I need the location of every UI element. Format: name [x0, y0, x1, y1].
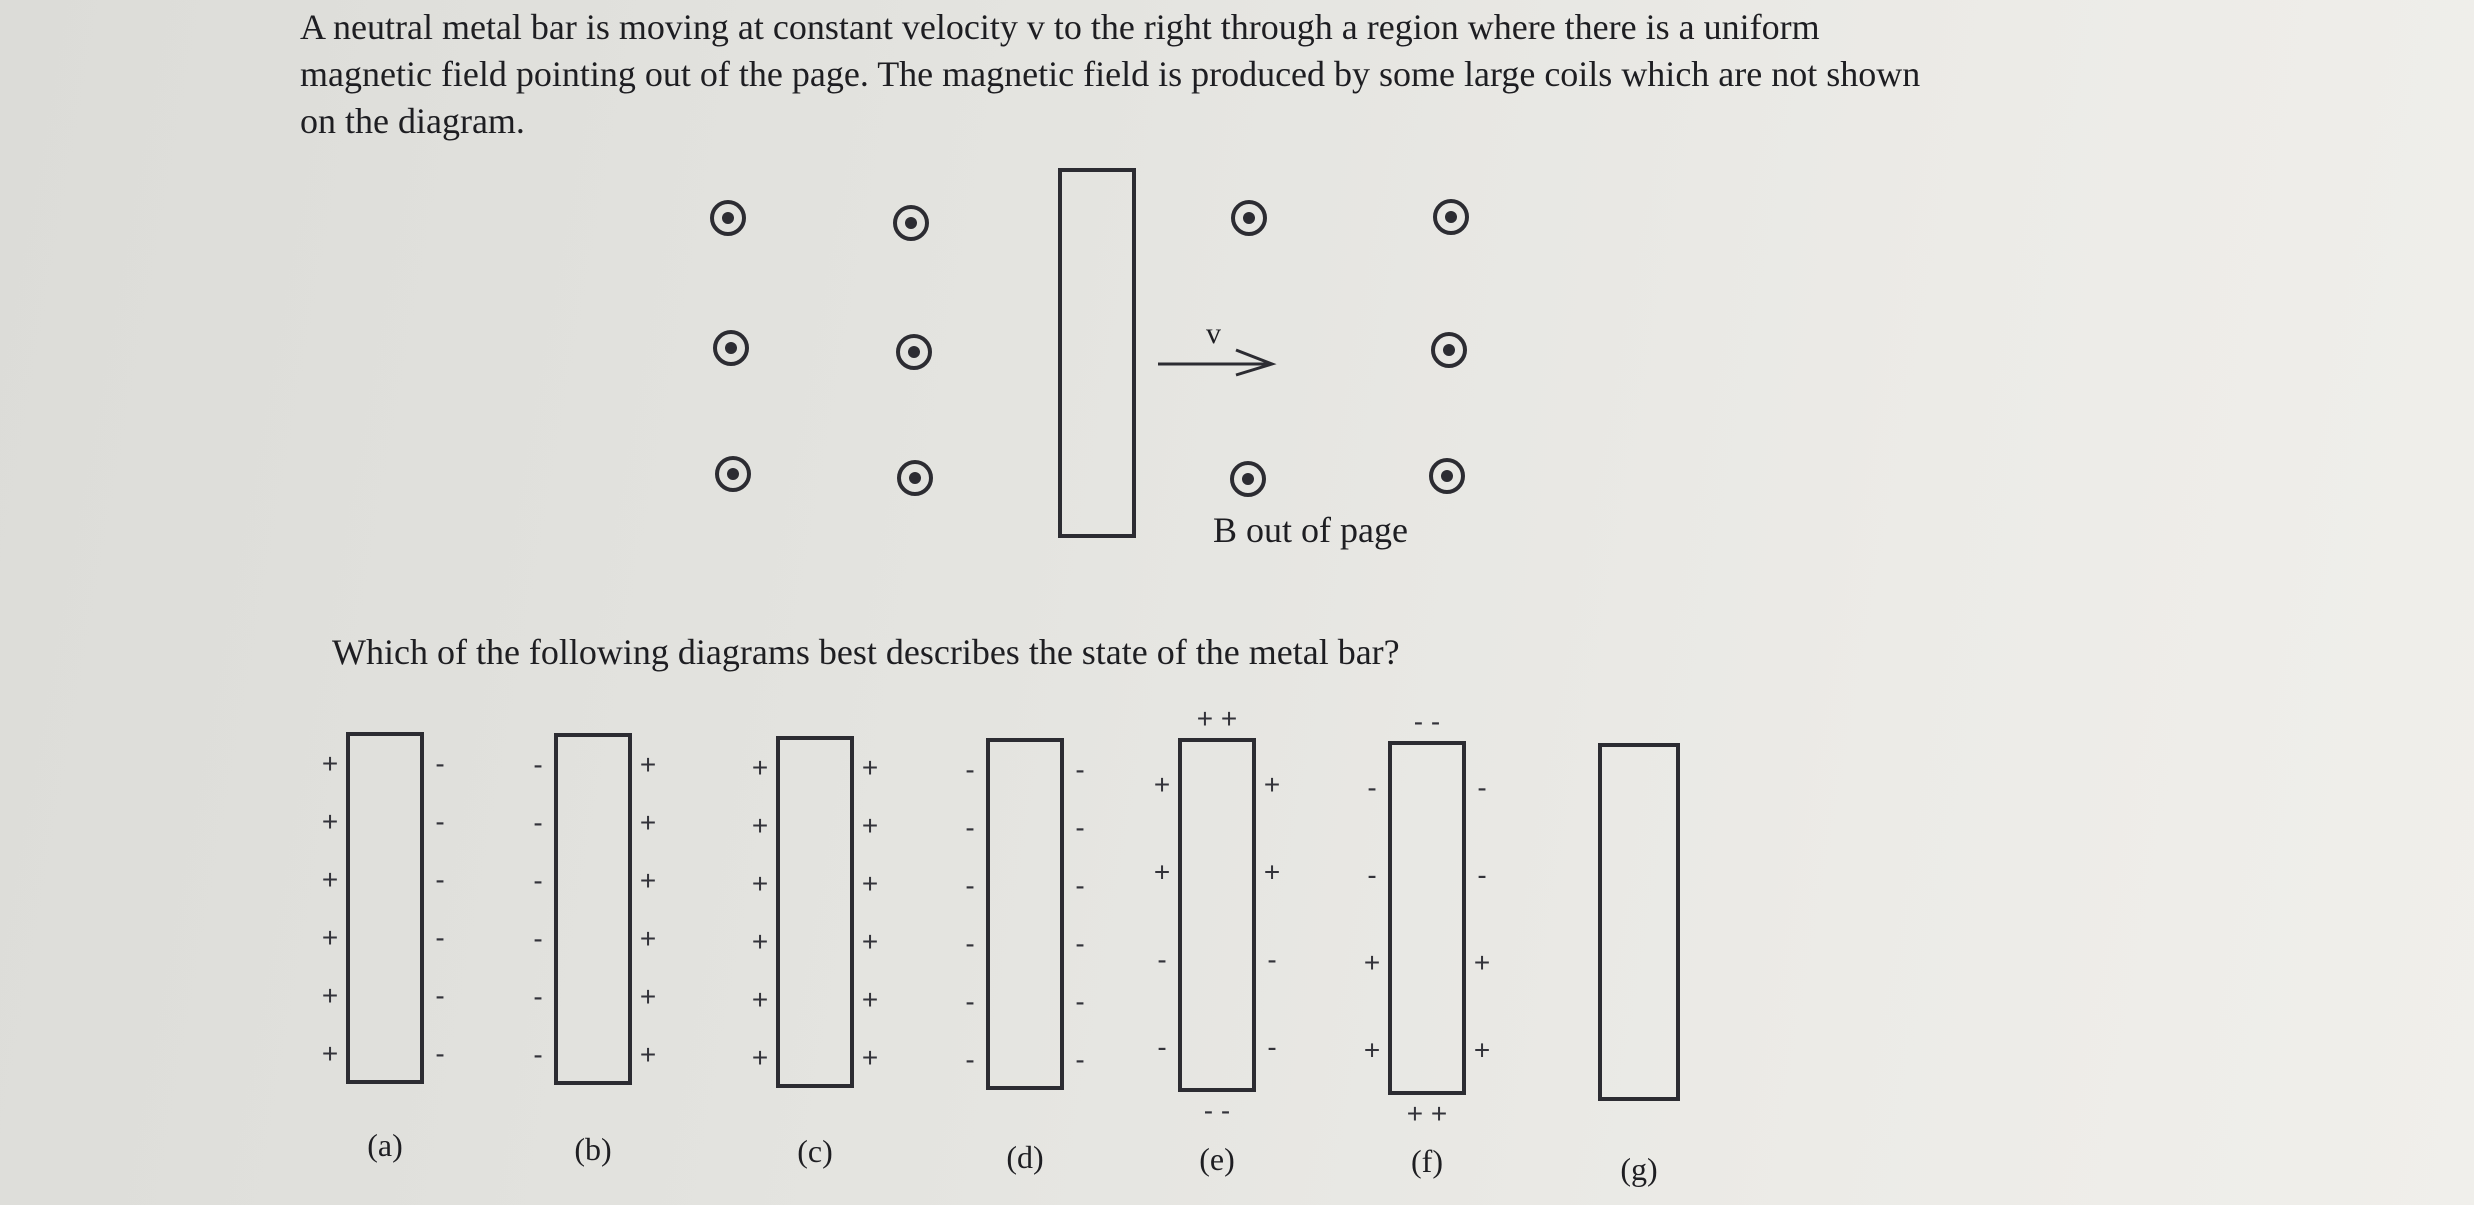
option-label: (d)	[1006, 1139, 1044, 1175]
field-dot-icon	[712, 202, 744, 234]
left-charge-mark: +	[321, 748, 339, 779]
bottom-charge-mark: + +	[1406, 1098, 1448, 1129]
field-dot-icon	[1433, 334, 1465, 366]
left-charge-mark: -	[533, 865, 543, 896]
right-charge-mark: -	[435, 806, 445, 837]
right-charge-mark: -	[1075, 986, 1085, 1017]
right-charge-mark: +	[1263, 856, 1281, 888]
left-charge-mark: +	[321, 922, 339, 953]
left-charge-mark: -	[533, 1039, 543, 1070]
top-charge-mark: + +	[1196, 703, 1238, 734]
right-charge-mark: -	[1267, 1031, 1277, 1063]
option-a	[322, 734, 445, 1163]
right-charge-mark: +	[861, 1042, 879, 1073]
right-charge-mark: +	[861, 984, 879, 1015]
option-bar	[1600, 745, 1678, 1099]
left-charge-mark: -	[965, 870, 975, 901]
left-charge-mark: -	[1367, 771, 1377, 803]
right-charge-mark: +	[639, 807, 657, 838]
right-charge-mark: +	[639, 981, 657, 1012]
left-charge-mark: +	[751, 752, 769, 783]
left-charge-mark: -	[533, 923, 543, 954]
option-c	[752, 738, 878, 1169]
field-dot-icon	[1233, 202, 1265, 234]
left-charge-mark: -	[965, 1044, 975, 1075]
option-bar	[1180, 740, 1254, 1090]
right-charge-mark: -	[1075, 928, 1085, 959]
option-bar	[348, 734, 422, 1082]
velocity-label: v	[1206, 317, 1221, 350]
field-dot-icon	[1232, 463, 1264, 495]
bottom-charge-mark: - -	[1203, 1095, 1231, 1126]
field-dot-icon	[895, 207, 927, 239]
right-charge-mark: -	[435, 922, 445, 953]
left-charge-mark: -	[533, 749, 543, 780]
right-charge-mark: -	[1075, 812, 1085, 843]
right-charge-mark: -	[435, 1038, 445, 1069]
right-charge-mark: -	[1477, 771, 1487, 803]
right-charge-mark: +	[639, 865, 657, 896]
left-charge-mark: +	[1153, 768, 1171, 800]
option-b	[533, 735, 656, 1167]
top-charge-mark: - -	[1413, 706, 1441, 737]
option-bar	[988, 740, 1062, 1088]
left-charge-mark: +	[751, 1042, 769, 1073]
field-dot-icon	[1431, 460, 1463, 492]
right-charge-mark: +	[861, 868, 879, 899]
left-charge-mark: -	[533, 807, 543, 838]
field-label: B out of page	[1213, 510, 1408, 550]
option-label: (g)	[1620, 1151, 1658, 1187]
right-charge-mark: +	[861, 752, 879, 783]
question-text: A neutral metal bar is moving at constant velocity v to the right through a region where there is a uniform magnetic field pointing out of the page. The magnetic field is produced by some large coils which are not shown on the diagram.	[300, 7, 1921, 141]
right-charge-mark: +	[1473, 946, 1491, 978]
option-bar	[778, 738, 852, 1086]
left-charge-mark: +	[1363, 946, 1381, 978]
option-d	[965, 740, 1084, 1175]
option-bar	[1390, 743, 1464, 1093]
right-charge-mark: +	[639, 923, 657, 954]
right-charge-mark: +	[861, 926, 879, 957]
left-charge-mark: +	[751, 868, 769, 899]
right-charge-mark: +	[1263, 768, 1281, 800]
right-charge-mark: +	[1473, 1034, 1491, 1066]
moving-bar-diagram	[712, 170, 1467, 550]
field-dot-icon	[717, 458, 749, 490]
right-charge-mark: -	[1267, 943, 1277, 975]
option-g	[1600, 745, 1678, 1187]
left-charge-mark: +	[1153, 856, 1171, 888]
right-charge-mark: -	[435, 748, 445, 779]
left-charge-mark: +	[321, 980, 339, 1011]
option-e	[1154, 703, 1280, 1177]
left-charge-mark: -	[1367, 859, 1377, 891]
right-charge-mark: +	[639, 749, 657, 780]
right-charge-mark: +	[861, 810, 879, 841]
right-charge-mark: -	[1075, 870, 1085, 901]
left-charge-mark: -	[1157, 943, 1167, 975]
metal-bar	[1060, 170, 1134, 536]
field-dot-icon	[715, 332, 747, 364]
answer-options	[322, 703, 1678, 1187]
left-charge-mark: +	[321, 806, 339, 837]
right-charge-mark: -	[1075, 754, 1085, 785]
left-charge-mark: +	[321, 1038, 339, 1069]
left-charge-mark: +	[751, 810, 769, 841]
left-charge-mark: -	[965, 928, 975, 959]
field-dot-icon	[898, 336, 930, 368]
right-charge-mark: -	[1477, 859, 1487, 891]
option-f	[1364, 706, 1490, 1179]
option-label: (c)	[797, 1133, 833, 1169]
field-dot-icon	[899, 462, 931, 494]
right-charge-mark: -	[435, 864, 445, 895]
velocity-arrow	[1158, 350, 1272, 375]
option-bar	[556, 735, 630, 1083]
option-label: (a)	[367, 1127, 403, 1163]
left-charge-mark: -	[1157, 1031, 1167, 1063]
right-charge-mark: +	[639, 1039, 657, 1070]
prompt-text: Which of the following diagrams best describes the state of the metal bar?	[332, 632, 1400, 672]
option-label: (f)	[1411, 1143, 1443, 1179]
option-label: (b)	[574, 1131, 612, 1167]
option-label: (e)	[1199, 1141, 1235, 1177]
left-charge-mark: -	[533, 981, 543, 1012]
left-charge-mark: +	[751, 984, 769, 1015]
left-charge-mark: +	[751, 926, 769, 957]
field-dot-icon	[1435, 201, 1467, 233]
left-charge-mark: -	[965, 754, 975, 785]
right-charge-mark: -	[1075, 1044, 1085, 1075]
left-charge-mark: -	[965, 812, 975, 843]
left-charge-mark: +	[1363, 1034, 1381, 1066]
left-charge-mark: +	[321, 864, 339, 895]
right-charge-mark: -	[435, 980, 445, 1011]
left-charge-mark: -	[965, 986, 975, 1017]
